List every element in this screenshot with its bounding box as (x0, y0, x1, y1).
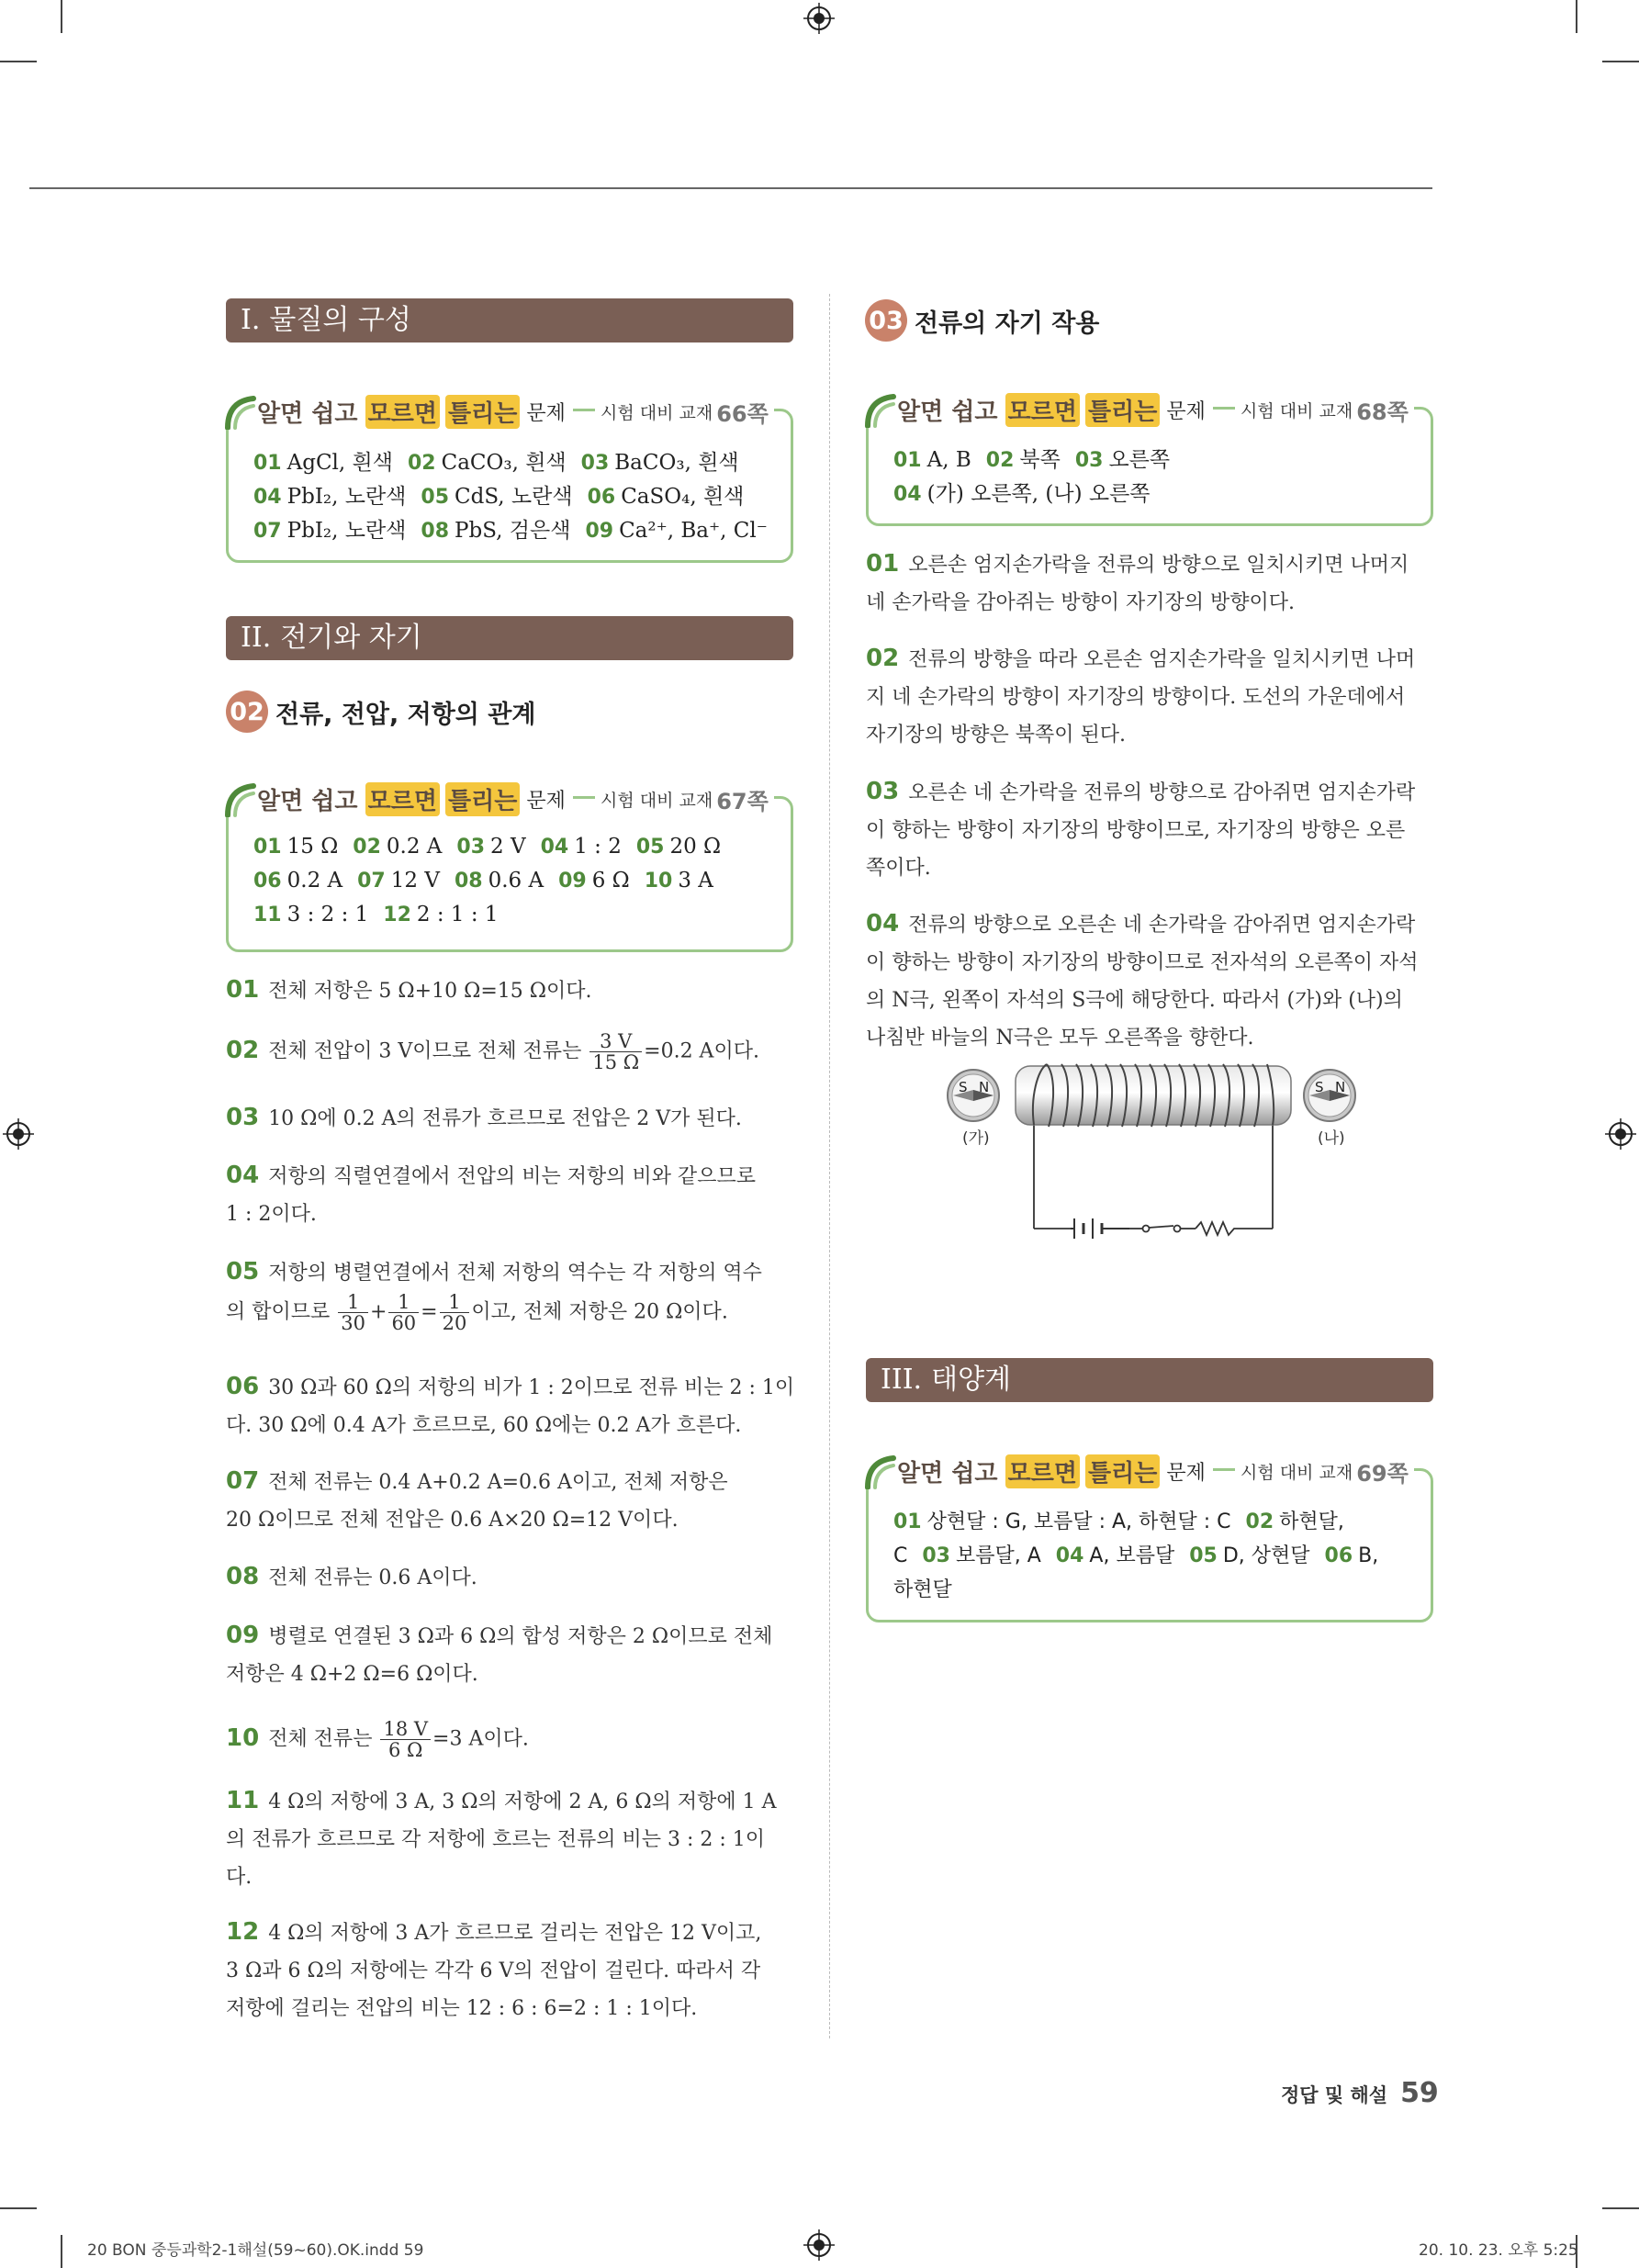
quiz-answer: PbS, 검은색 (455, 519, 571, 543)
quiz-reference (595, 393, 774, 430)
quiz-header-text: 문제 (526, 401, 566, 425)
quiz-number: 06 (1324, 1544, 1353, 1567)
quiz-number: 02 (1245, 1510, 1274, 1533)
quiz-answer: CaSO₄, 흰색 (621, 485, 745, 509)
quiz-answer: 하현달 (893, 1578, 952, 1601)
compass-icon (948, 1070, 999, 1121)
swoosh-icon (222, 780, 257, 817)
explanation-text: 오른손 네 손가락을 전류의 방향으로 감아쥐면 엄지손가락 (908, 781, 1416, 804)
quiz-ref-label: 시험 대비 교재 (1240, 400, 1353, 421)
fraction (380, 1719, 431, 1760)
quiz-number: 12 (383, 904, 411, 926)
fraction-denominator: 15 Ω (592, 1051, 640, 1073)
fraction-denominator: 30 (341, 1312, 365, 1334)
registration-mark-icon (3, 1118, 34, 1150)
quiz-header-highlight: 모르면 (365, 782, 440, 816)
fraction-denominator: 20 (442, 1312, 467, 1334)
quiz-answer: C (893, 1544, 908, 1567)
crop-mark (0, 2207, 37, 2209)
quiz-header-highlight: 틀리는 (1085, 393, 1160, 427)
quiz-number: 02 (985, 449, 1015, 472)
explanation-text: 오른손 엄지손가락을 전류의 방향으로 일치시키면 나머지 (908, 554, 1409, 577)
explanation-text: 의 전류가 흐르므로 각 저항에 흐르는 전류의 비는 3 : 2 : 1이 (226, 1828, 766, 1851)
compass-n-label: N (1335, 1079, 1346, 1095)
quiz-answer: 12 V (390, 869, 440, 893)
quiz-number: 03 (1074, 449, 1104, 472)
quiz-answer: Ca²⁺, Ba⁺, Cl⁻ (619, 519, 768, 543)
figure-label-na: (나) (1318, 1129, 1345, 1148)
switch-icon (1129, 1226, 1196, 1232)
header-rule (29, 187, 1432, 189)
quiz-header-highlight: 틀리는 (445, 395, 520, 429)
explanation-text: 이 향하는 방향이 자기장의 방향이므로, 자기장의 방향은 오른 (866, 819, 1406, 842)
quiz-header (862, 391, 1213, 428)
quiz-answer: B, (1358, 1544, 1379, 1567)
quiz-answer: 0.2 A (286, 869, 343, 893)
quiz-line (253, 869, 713, 893)
electromagnet-figure (946, 1061, 1359, 1244)
quiz-answer: A, B (926, 448, 971, 472)
fraction-numerator: 1 (388, 1292, 419, 1313)
quiz-answer: PbI₂, 노란색 (286, 485, 407, 509)
quiz-number: 04 (540, 836, 569, 859)
explanation-11 (226, 1782, 795, 1896)
quiz-answer: 상현달 : G, 보름달 : A, 하현달 : C (926, 1510, 1231, 1533)
quiz-header-highlight: 틀리는 (1085, 1454, 1160, 1488)
quiz-number: 06 (587, 486, 616, 509)
print-date: 20. 10. 23. 오후 5:25 (1419, 2241, 1578, 2260)
explanation-02 (226, 1031, 795, 1072)
quiz-header-highlight: 모르면 (365, 395, 440, 429)
explanation-r01 (866, 545, 1435, 622)
explanation-text: 전류의 방향을 따라 오른손 엄지손가락을 일치시키면 나머 (908, 648, 1416, 671)
explanation-number: 02 (866, 645, 900, 672)
chapter-number: 02 (226, 691, 268, 733)
explanation-text: 저항에 걸리는 전압의 비는 12 : 6 : 6=2 : 1 : 1이다. (226, 1997, 698, 2020)
quiz-number: 05 (635, 836, 665, 859)
fraction-denominator: 60 (391, 1312, 417, 1334)
quiz-line (253, 513, 768, 544)
section-numeral: III. (881, 1364, 923, 1396)
explanation-text: 4 Ω의 저항에 3 A가 흐르므로 걸리는 전압은 12 V이고, (268, 1922, 762, 1945)
quiz-answer: 하현달, (1279, 1510, 1344, 1533)
explanation-text: =3 A이다. (432, 1727, 529, 1751)
explanation-12 (226, 1914, 795, 2027)
quiz-answer: (가) 오른쪽, (나) 오른쪽 (926, 482, 1151, 506)
chapter-heading-03 (865, 298, 1099, 343)
quiz-answer: AgCl, 흰색 (286, 451, 393, 475)
crop-mark (0, 61, 37, 62)
quiz-number: 09 (585, 520, 614, 543)
quiz-header-text: 문제 (1166, 1461, 1206, 1485)
quiz-answer: 0.2 A (386, 835, 443, 859)
explanation-text: 30 Ω과 60 Ω의 저항의 비가 1 : 2이므로 전류 비는 2 : 1이 (268, 1376, 795, 1399)
explanation-r02 (866, 640, 1435, 754)
quiz-ref-label: 시험 대비 교재 (601, 402, 713, 423)
quiz-header (222, 780, 573, 817)
section-bar-2 (226, 616, 793, 660)
explanation-text: 전체 전류는 0.6 A이다. (268, 1566, 477, 1589)
quiz-answer: 북쪽 (1019, 448, 1061, 472)
section-numeral: I. (241, 304, 261, 336)
explanation-text: 10 Ω에 0.2 A의 전류가 흐르므로 전압은 2 V가 된다. (268, 1107, 742, 1130)
quiz-answer: 0.6 A (488, 869, 544, 893)
explanation-01 (226, 971, 795, 1010)
quiz-answer: 6 Ω (591, 869, 630, 893)
quiz-line (253, 445, 739, 476)
section-bar-1 (226, 298, 793, 342)
explanation-text: 1 : 2이다. (226, 1203, 317, 1226)
fraction-numerator: 1 (338, 1292, 368, 1313)
quiz-number: 07 (253, 520, 282, 543)
quiz-answer: A, 보름달 (1089, 1544, 1175, 1567)
explanation-text: 다. (226, 1866, 253, 1889)
fraction-denominator: 6 Ω (388, 1739, 423, 1761)
explanation-07 (226, 1463, 795, 1539)
explanation-text: =0.2 A이다. (644, 1039, 759, 1063)
crop-mark (1576, 0, 1577, 33)
file-name: 20 BON 중등과학2-1해설(59~60).OK.indd 59 (87, 2241, 424, 2260)
explanation-number: 03 (226, 1104, 260, 1131)
explanation-text: 저항의 병렬연결에서 전체 저항의 역수는 각 저항의 역수 (268, 1262, 762, 1285)
quiz-reference (1235, 1453, 1414, 1489)
explanation-09 (226, 1617, 795, 1693)
explanation-06 (226, 1368, 795, 1444)
quiz-number: 06 (253, 870, 282, 893)
explanation-text: 전체 저항은 5 Ω+10 Ω=15 Ω이다. (268, 980, 592, 1003)
quiz-number: 02 (407, 452, 436, 475)
explanation-text: 쪽이다. (866, 857, 931, 880)
compass-s-label: S (959, 1079, 968, 1095)
explanation-text: 나침반 바늘의 N극은 모두 오른쪽을 향한다. (866, 1027, 1254, 1050)
compass-icon (1304, 1070, 1355, 1121)
chapter-number: 03 (865, 299, 907, 342)
quiz-line (893, 443, 1170, 473)
fraction-numerator: 3 V (589, 1031, 642, 1052)
quiz-answer: D, 상현달 (1222, 1544, 1310, 1567)
quiz-line (253, 479, 744, 510)
section-numeral: II. (241, 622, 272, 654)
quiz-header-text: 알면 쉽고 (257, 787, 358, 815)
quiz-ref-label: 시험 대비 교재 (601, 790, 713, 811)
crop-mark (61, 2235, 62, 2268)
compass-s-label: S (1315, 1079, 1324, 1095)
section-title: 전기와 자기 (280, 622, 422, 654)
quiz-answer: BaCO₃, 흰색 (614, 451, 739, 475)
explanation-text: 의 합이므로 (226, 1300, 331, 1324)
quiz-reference (595, 780, 774, 817)
figure-label-ga: (가) (962, 1129, 990, 1148)
quiz-answer: 1 : 2 (574, 835, 622, 859)
explanation-number: 10 (226, 1723, 260, 1752)
explanation-number: 09 (226, 1622, 260, 1649)
explanation-text: 자기장의 방향은 북쪽이 된다. (866, 724, 1126, 747)
explanation-text: 저항의 직렬연결에서 전압의 비는 저항의 비와 같으므로 (268, 1165, 756, 1188)
swoosh-icon (862, 391, 897, 428)
quiz-number: 04 (893, 483, 922, 506)
explanation-text: 이 향하는 방향이 자기장의 방향이므로 전자석의 오른쪽이 자석 (866, 951, 1419, 974)
quiz-number: 03 (580, 452, 610, 475)
quiz-number: 03 (456, 836, 486, 859)
battery-icon (1071, 1218, 1129, 1239)
quiz-ref-label: 시험 대비 교재 (1240, 1462, 1353, 1483)
quiz-header-text: 알면 쉽고 (897, 398, 998, 426)
page-number: 59 (1400, 2077, 1439, 2109)
explanation-text: 4 Ω의 저항에 3 A, 3 Ω의 저항에 2 A, 6 Ω의 저항에 1 A (268, 1791, 777, 1813)
section-title: 태양계 (931, 1364, 1012, 1396)
explanation-08 (226, 1558, 795, 1597)
quiz-answer: CdS, 노란색 (455, 485, 573, 509)
quiz-line (893, 1574, 952, 1602)
quiz-answer: 보름달, A (956, 1544, 1041, 1567)
quiz-header-text: 문제 (1166, 399, 1206, 423)
quiz-header-text: 알면 쉽고 (257, 399, 358, 428)
fraction (440, 1292, 470, 1333)
quiz-answer: CaCO₃, 흰색 (441, 451, 567, 475)
quiz-ref-page: 68쪽 (1356, 399, 1409, 425)
quiz-answer: 오른쪽 (1108, 448, 1171, 472)
explanation-number: 04 (866, 910, 900, 938)
fraction (589, 1031, 642, 1072)
explanation-03 (226, 1099, 795, 1138)
quiz-header-highlight: 틀리는 (445, 782, 520, 816)
quiz-header (222, 393, 573, 430)
column-divider (829, 294, 830, 2038)
quiz-number: 01 (893, 1510, 922, 1533)
explanation-number: 05 (226, 1258, 260, 1286)
explanation-04 (226, 1157, 795, 1233)
explanation-text: 다. 30 Ω에 0.4 A가 흐르므로, 60 Ω에는 0.2 A가 흐른다. (226, 1414, 742, 1437)
quiz-number: 01 (893, 449, 922, 472)
quiz-number: 01 (253, 836, 282, 859)
explanation-number: 12 (226, 1918, 260, 1946)
quiz-answer: 20 Ω (669, 835, 722, 859)
quiz-line (893, 477, 1151, 507)
quiz-line (893, 1540, 1378, 1568)
explanation-text: 이고, 전체 저항은 20 Ω이다. (471, 1300, 728, 1324)
explanation-number: 03 (866, 778, 900, 805)
quiz-number: 11 (253, 904, 282, 926)
quiz-answer: 2 V (490, 835, 526, 859)
fraction-numerator: 18 V (380, 1719, 431, 1740)
swoosh-icon (222, 393, 257, 430)
explanation-text: 의 N극, 왼쪽이 자석의 S극에 해당한다. 따라서 (가)와 (나)의 (866, 989, 1403, 1012)
resistor-icon (1196, 1222, 1240, 1235)
explanation-number: 06 (226, 1373, 260, 1400)
quiz-number: 02 (353, 836, 381, 859)
quiz-number: 07 (357, 870, 386, 893)
explanation-number: 11 (226, 1787, 260, 1814)
quiz-ref-page: 69쪽 (1356, 1460, 1409, 1487)
chapter-title: 전류, 전압, 저항의 관계 (275, 700, 536, 729)
section-title: 물질의 구성 (269, 304, 411, 336)
explanation-number: 01 (226, 976, 260, 1004)
explanation-text: 20 Ω이므로 전체 전압은 0.6 A×20 Ω=12 V이다. (226, 1509, 679, 1532)
explanation-r03 (866, 773, 1435, 887)
fraction (388, 1292, 419, 1333)
circuit-wire (1034, 1125, 1273, 1229)
section-bar-3 (866, 1358, 1433, 1402)
quiz-answer: 3 : 2 : 1 (286, 903, 369, 926)
quiz-number: 08 (421, 520, 450, 543)
fraction-numerator: 1 (440, 1292, 470, 1313)
fraction (338, 1292, 368, 1333)
explanation-10 (226, 1719, 795, 1760)
footer-section: 정답 및 해설 (1281, 2084, 1388, 2106)
registration-mark-icon (1605, 1118, 1636, 1150)
explanation-number: 08 (226, 1563, 260, 1590)
quiz-ref-page: 67쪽 (716, 788, 769, 814)
quiz-reference (1235, 391, 1414, 428)
math-operator: = (421, 1300, 438, 1324)
quiz-line (253, 835, 721, 859)
quiz-line (253, 903, 499, 926)
quiz-number: 05 (1189, 1544, 1218, 1567)
quiz-line (893, 1506, 1344, 1534)
quiz-header-text: 문제 (526, 789, 566, 813)
explanation-number: 07 (226, 1467, 260, 1495)
explanation-number: 01 (866, 550, 900, 578)
crop-mark (1602, 2207, 1639, 2209)
chapter-heading-02 (226, 689, 535, 735)
explanation-text: 전류의 방향으로 오른손 네 손가락을 감아쥐면 엄지손가락 (908, 914, 1416, 937)
quiz-number: 05 (421, 486, 450, 509)
math-operator: + (370, 1300, 387, 1324)
quiz-answer: 15 Ω (286, 835, 339, 859)
explanation-text: 지 네 손가락의 방향이 자기장의 방향이다. 도선의 가운데에서 (866, 686, 1406, 709)
explanation-r04 (866, 905, 1435, 1057)
explanation-text: 병렬로 연결된 3 Ω과 6 Ω의 합성 저항은 2 Ω이므로 전체 (268, 1625, 773, 1648)
page-footer (1281, 2077, 1439, 2109)
explanation-text: 전체 전류는 (268, 1727, 373, 1751)
quiz-ref-page: 66쪽 (716, 400, 769, 427)
quiz-header-text: 알면 쉽고 (897, 1459, 998, 1488)
explanation-text: 네 손가락을 감아쥐는 방향이 자기장의 방향이다. (866, 591, 1296, 614)
explanation-text: 3 Ω과 6 Ω의 저항에는 각각 6 V의 전압이 걸린다. 따라서 각 (226, 1959, 761, 1982)
chapter-title: 전류의 자기 작용 (915, 309, 1100, 338)
explanation-text: 저항은 4 Ω+2 Ω=6 Ω이다. (226, 1663, 478, 1686)
quiz-number: 09 (558, 870, 587, 893)
explanation-05 (226, 1253, 795, 1333)
registration-mark-icon (803, 2229, 835, 2261)
registration-mark-icon (803, 3, 835, 34)
quiz-answer: 2 : 1 : 1 (416, 903, 499, 926)
quiz-number: 01 (253, 452, 282, 475)
quiz-answer: 3 A (678, 869, 713, 893)
quiz-header (862, 1453, 1213, 1489)
crop-mark (1602, 61, 1639, 62)
quiz-number: 04 (253, 486, 282, 509)
quiz-header-highlight: 모르면 (1005, 1454, 1080, 1488)
quiz-number: 10 (644, 870, 673, 893)
explanation-number: 02 (226, 1036, 260, 1064)
quiz-number: 03 (922, 1544, 950, 1567)
quiz-number: 08 (454, 870, 483, 893)
explanation-text: 전체 전압이 3 V이므로 전체 전류는 (268, 1039, 582, 1063)
swoosh-icon (862, 1453, 897, 1489)
explanation-text: 전체 전류는 0.4 A+0.2 A=0.6 A이고, 전체 저항은 (268, 1471, 728, 1494)
quiz-answer: PbI₂, 노란색 (286, 519, 407, 543)
explanation-number: 04 (226, 1162, 260, 1189)
crop-mark (61, 0, 62, 33)
quiz-header-highlight: 모르면 (1005, 393, 1080, 427)
quiz-number: 04 (1055, 1544, 1084, 1567)
compass-n-label: N (979, 1079, 990, 1095)
